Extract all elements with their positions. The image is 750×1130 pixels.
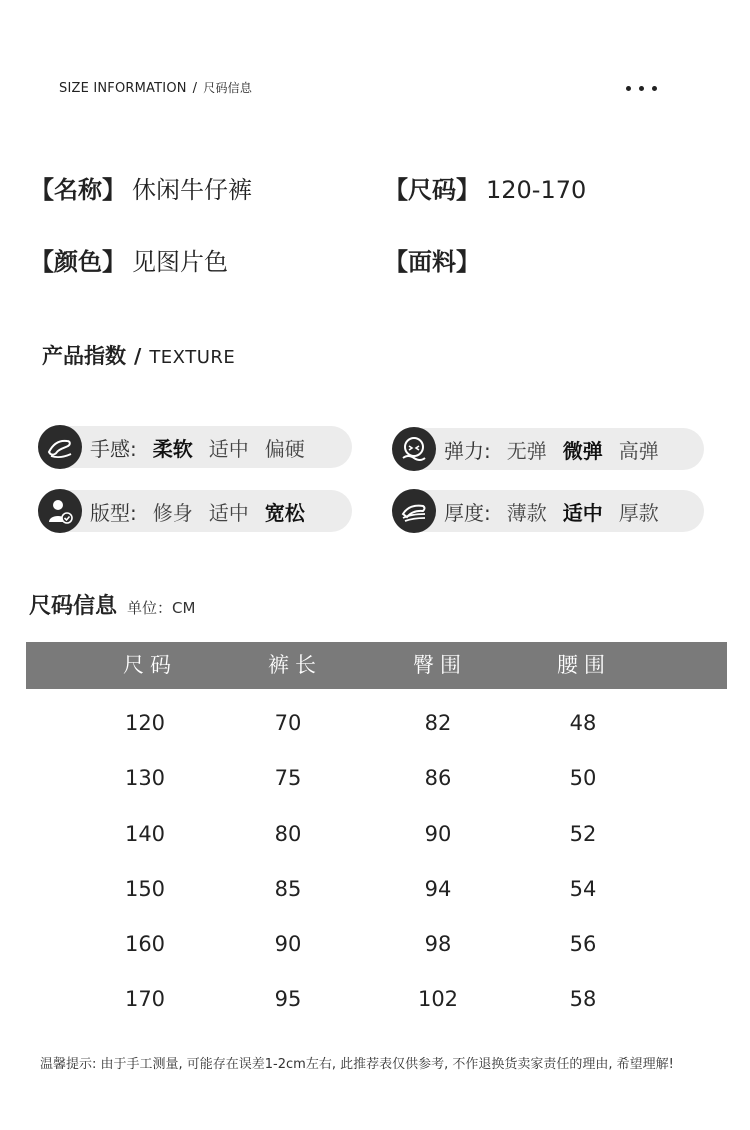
texture-title: 产品指数: [42, 344, 126, 368]
table-cell: 54: [569, 876, 597, 901]
name-label: 【名称】: [30, 176, 126, 204]
header: [59, 79, 252, 96]
table-cell: 94: [424, 876, 452, 901]
hand-feel-option-soft: 柔软: [152, 436, 193, 461]
elasticity-icon: [392, 427, 436, 471]
size-value: 120-170: [486, 176, 587, 204]
table-cell: 50: [569, 766, 597, 791]
thickness-label: 厚度:: [444, 500, 491, 525]
elasticity-label: 弹力:: [444, 438, 491, 463]
size-table-body: [26, 696, 727, 1028]
name-value: 休闲牛仔裤: [132, 176, 252, 204]
attribute-elasticity: [394, 428, 704, 470]
fit-option-loose: 宽松: [264, 500, 305, 525]
table-cell: 85: [274, 876, 302, 901]
table-cell: 48: [569, 711, 597, 735]
table-row: [26, 917, 727, 972]
thickness-option-thin: 薄款: [506, 500, 547, 525]
header-hip: 臀围: [413, 653, 467, 677]
texture-subtitle: TEXTURE: [149, 347, 236, 368]
table-row: [26, 807, 727, 862]
table-cell: 80: [274, 821, 302, 846]
table-cell: 56: [569, 932, 597, 957]
table-cell: 90: [424, 821, 452, 846]
size-section-title: [29, 589, 195, 620]
table-cell: 150: [124, 876, 166, 901]
product-name: [30, 170, 252, 205]
product-fabric: [384, 242, 486, 277]
elasticity-option-high: 高弹: [618, 438, 659, 463]
table-cell: 70: [274, 711, 302, 735]
size-table: [26, 642, 727, 1028]
color-label: 【颜色】: [30, 248, 126, 276]
table-cell: 102: [417, 987, 459, 1012]
table-cell: 98: [424, 932, 452, 957]
header-size: 尺码: [123, 653, 177, 677]
table-cell: 130: [124, 766, 166, 791]
note-text: 温馨提示: 由于手工测量, 可能存在误差1-2cm左右, 此推荐表仅供参考, 不作退换货卖家责任的理由, 希望理解!: [40, 1057, 674, 1072]
elasticity-option-none: 无弹: [506, 438, 547, 463]
hand-feel-option-hard: 偏硬: [264, 436, 305, 461]
attribute-thickness: [394, 490, 704, 532]
header-title-cn: 尺码信息: [203, 81, 253, 95]
table-cell: 58: [569, 987, 597, 1012]
hand-feel-label: 手感:: [90, 436, 137, 461]
table-cell: 170: [124, 987, 166, 1012]
table-cell: 160: [124, 932, 166, 957]
table-row: [26, 751, 727, 806]
header-waist: 腰围: [557, 653, 611, 677]
more-dots-icon[interactable]: [626, 86, 657, 91]
texture-section-title: [42, 340, 235, 370]
table-cell: 120: [124, 711, 166, 735]
hand-feel-option-medium: 适中: [208, 436, 249, 461]
table-cell: 86: [424, 766, 452, 791]
table-cell: 95: [274, 987, 302, 1012]
size-label: 【尺码】: [384, 176, 480, 204]
table-cell: 90: [274, 932, 302, 957]
size-unit: 单位：CM: [127, 599, 196, 617]
table-cell: 82: [424, 711, 452, 735]
size-title: 尺码信息: [29, 594, 118, 619]
header-length: 裤长: [268, 653, 322, 677]
table-row: [26, 972, 727, 1027]
header-separator: /: [192, 81, 198, 96]
attribute-fit: [40, 490, 352, 532]
table-row: [26, 696, 727, 751]
header-title-en: SIZE INFORMATION: [59, 81, 187, 96]
elasticity-option-slight: 微弹: [562, 438, 603, 463]
product-color: [30, 242, 228, 277]
table-cell: 75: [274, 766, 302, 791]
thickness-option-medium: 适中: [562, 500, 603, 525]
table-cell: 52: [569, 821, 597, 846]
table-cell: 140: [124, 821, 166, 846]
attribute-hand-feel: [40, 426, 352, 468]
thickness-option-thick: 厚款: [618, 500, 659, 525]
fabric-label: 【面料】: [384, 248, 480, 276]
fit-person-icon: [38, 489, 82, 533]
table-row: [26, 862, 727, 917]
hand-feel-icon: [38, 425, 82, 469]
color-value: 见图片色: [132, 248, 228, 276]
fit-label: 版型:: [90, 500, 137, 525]
fit-option-slim: 修身: [152, 500, 193, 525]
size-table-header: [26, 642, 727, 689]
fit-option-regular: 适中: [208, 500, 249, 525]
texture-slash: /: [134, 344, 142, 368]
thickness-layers-icon: [392, 489, 436, 533]
product-size: [384, 170, 586, 205]
